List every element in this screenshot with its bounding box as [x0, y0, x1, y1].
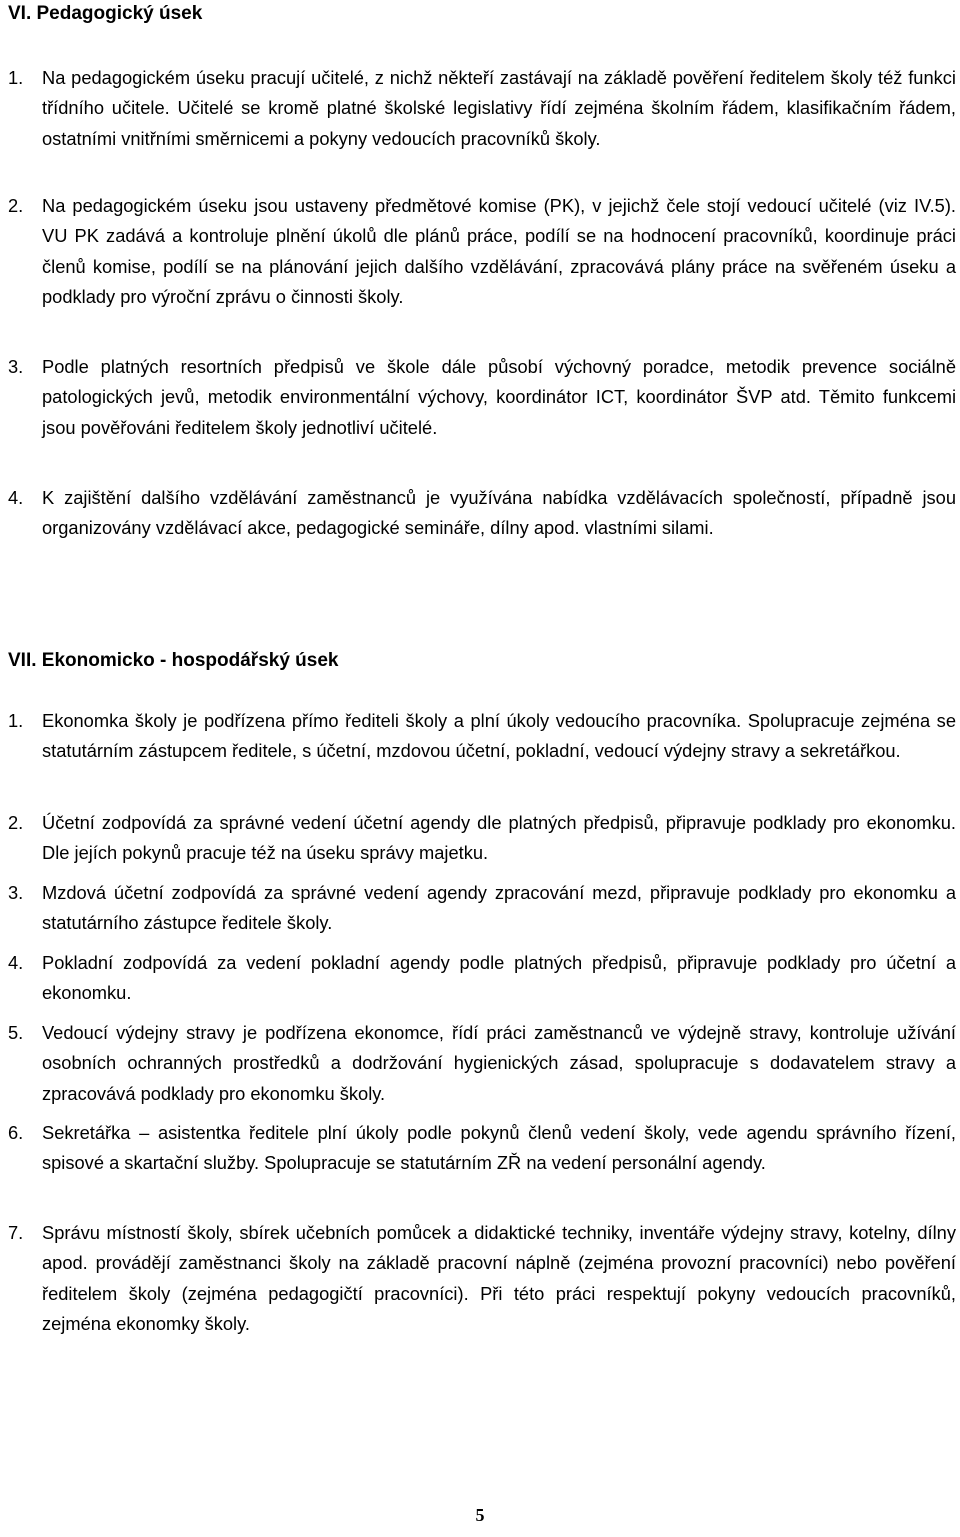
item-text: Na pedagogickém úseku pracují učitelé, z nichž někteří zastávají na základě pověření ředitelem školy též funkci třídního učitele. Učitelé se kromě platné školské legislativy řídí zejména školním řádem, klasifikačním řádem, ostatními vnitřními směrnicemi a pokyny vedoucích pracovníků školy.	[42, 67, 956, 149]
item-text: Vedoucí výdejny stravy je podřízena ekonomce, řídí práci zaměstnanců ve výdejně stravy, kontroluje užívání osobních ochranných prostředků a dodržování hygienických zásad, spolupracuje s dodavatelem stravy a zpracovává podklady pro ekonomku školy.	[42, 1022, 956, 1104]
item-text: K zajištění dalšího vzdělávání zaměstnanců je využívána nabídka vzdělávacích společností, případně jsou organizovány vzdělávací akce, pedagogické semináře, dílny apod. vlastními silami.	[42, 487, 956, 539]
list-item	[8, 808, 956, 869]
list-item	[8, 63, 956, 154]
item-number: 4.	[8, 487, 24, 508]
list-item	[8, 706, 956, 767]
item-number: 3.	[8, 882, 24, 903]
page-number: 5	[475, 1505, 485, 1525]
item-number: 4.	[8, 952, 24, 973]
item-text: Účetní zodpovídá za správné vedení účetní agendy dle platných předpisů, připravuje podklady pro ekonomku. Dle jejích pokynů pracuje též na úseku správy majetku.	[42, 812, 956, 864]
item-text: Ekonomka školy je podřízena přímo řediteli školy a plní úkoly vedoucího pracovníka. Spolupracuje zejména se statutárním zástupcem ředitele, s účetní, mzdovou účetní, pokladní, vedoucí výdejny stravy a sekretářkou.	[42, 710, 956, 762]
item-number: 2.	[8, 195, 24, 216]
list-item	[8, 948, 956, 1009]
list-item	[8, 878, 956, 939]
item-number: 2.	[8, 812, 24, 833]
list-item	[8, 191, 956, 313]
section-heading-economic: VII. Ekonomicko - hospodářský úsek	[8, 650, 339, 671]
list-item	[8, 1018, 956, 1109]
item-text: Pokladní zodpovídá za vedení pokladní agendy podle platných předpisů, připravuje podklady pro účetní a ekonomku.	[42, 952, 956, 1004]
item-number: 5.	[8, 1022, 24, 1043]
item-number: 1.	[8, 67, 24, 88]
item-text: Správu místností školy, sbírek učebních pomůcek a didaktické techniky, inventáře výdejny stravy, kotelny, dílny apod. provádějí zaměstnanci školy na základě pracovní náplně (zejména provozní pracovníci) nebo pověření ředitelem školy (zejména pedagogičtí pracovníci). Při této práci respektují pokyny vedoucích pracovníků, zejména ekonomky školy.	[42, 1222, 956, 1335]
list-item	[8, 483, 956, 544]
item-text: Sekretářka – asistentka ředitele plní úkoly podle pokynů členů vedení školy, vede agendu správního řízení, spisové a skartační služby. Spolupracuje se statutárním ZŘ na vedení personální agendy.	[42, 1122, 956, 1174]
item-number: 1.	[8, 710, 24, 731]
item-number: 3.	[8, 356, 24, 377]
item-text: Na pedagogickém úseku jsou ustaveny předmětové komise (PK), v jejichž čele stojí vedoucí učitelé (viz IV.5). VU PK zadává a kontroluje plnění úkolů dle plánů práce, podílí se na hodnocení pracovníků, koordinuje práci členů komise, podílí se na plánování jejich dalšího vzdělávání, zpracovává plány práce na svěřeném úseku a podklady pro výroční zprávu o činnosti školy.	[42, 195, 956, 308]
item-number: 6.	[8, 1122, 24, 1143]
list-item	[8, 352, 956, 443]
item-text: Podle platných resortních předpisů ve škole dále působí výchovný poradce, metodik prevence sociálně patologických jevů, metodik environmentální výchovy, koordinátor ICT, koordinátor ŠVP atd. Těmito funkcemi jsou pověřováni ředitelem školy jednotliví učitelé.	[42, 356, 956, 438]
item-text: Mzdová účetní zodpovídá za správné vedení agendy zpracování mezd, připravuje podklady pro ekonomku a statutárního zástupce ředitele školy.	[42, 882, 956, 934]
item-number: 7.	[8, 1222, 24, 1243]
section-heading-pedagogical: VI. Pedagogický úsek	[8, 3, 203, 24]
list-item	[8, 1118, 956, 1179]
list-item	[8, 1218, 956, 1340]
